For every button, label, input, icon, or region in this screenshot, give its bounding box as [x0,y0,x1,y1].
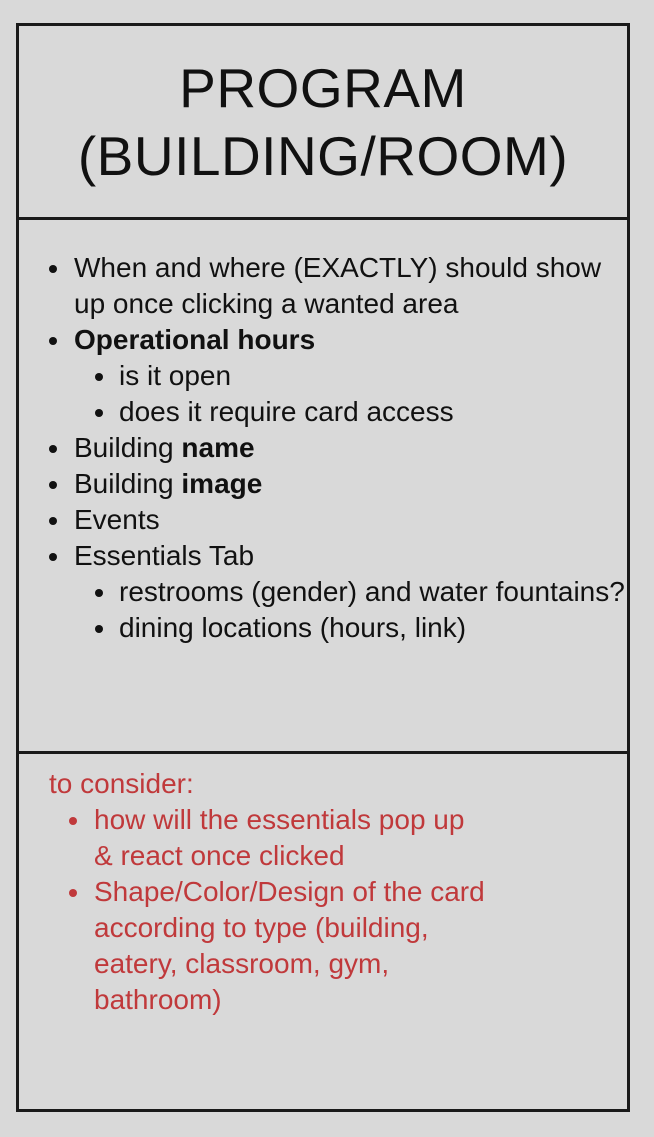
item-text: Essentials Tab [74,540,255,571]
consider-section [19,754,627,1018]
list-item [19,466,627,502]
item-text-bold: name [181,432,255,463]
sub-list [74,574,627,646]
list-item [19,322,627,430]
item-text-bold: Operational hours [74,324,316,355]
sub-list-item [74,358,627,394]
consider-list [49,802,627,1018]
list-item [19,430,627,466]
item-text: When and where (EXACTLY) should show up once clicking a wanted area [74,252,602,319]
sub-list-item [74,394,627,430]
item-text: Building [74,468,182,499]
list-item [19,538,627,646]
item-text: Building [74,432,182,463]
card-header [19,26,627,220]
consider-item-text: Shape/Color/Design of the card according to type (building, eatery, classroom, gym, bathroom) [94,876,485,1015]
list-item [19,250,627,322]
sub-item-text: dining locations (hours, link) [119,612,467,643]
sub-item-text: is it open [119,360,232,391]
program-card [16,23,630,1112]
sub-list [74,358,627,430]
requirements-list [19,250,627,646]
sub-item-text: does it require card access [119,396,454,427]
consider-item [49,802,627,874]
requirements-section [19,220,627,754]
consider-item [49,874,627,1018]
title-line-2: (BUILDING/ROOM) [77,124,569,187]
sub-list-item [74,610,627,646]
item-text: Events [74,504,160,535]
consider-item-line: how will the essentials pop up [94,804,465,835]
item-text-bold: image [181,468,263,499]
consider-heading: to consider: [49,768,194,799]
consider-item-line: & react once clicked [94,840,345,871]
sub-item-text: restrooms (gender) and water fountains? [119,576,625,607]
list-item [19,502,627,538]
title-line-1: PROGRAM [179,56,467,119]
sub-list-item [74,574,627,610]
